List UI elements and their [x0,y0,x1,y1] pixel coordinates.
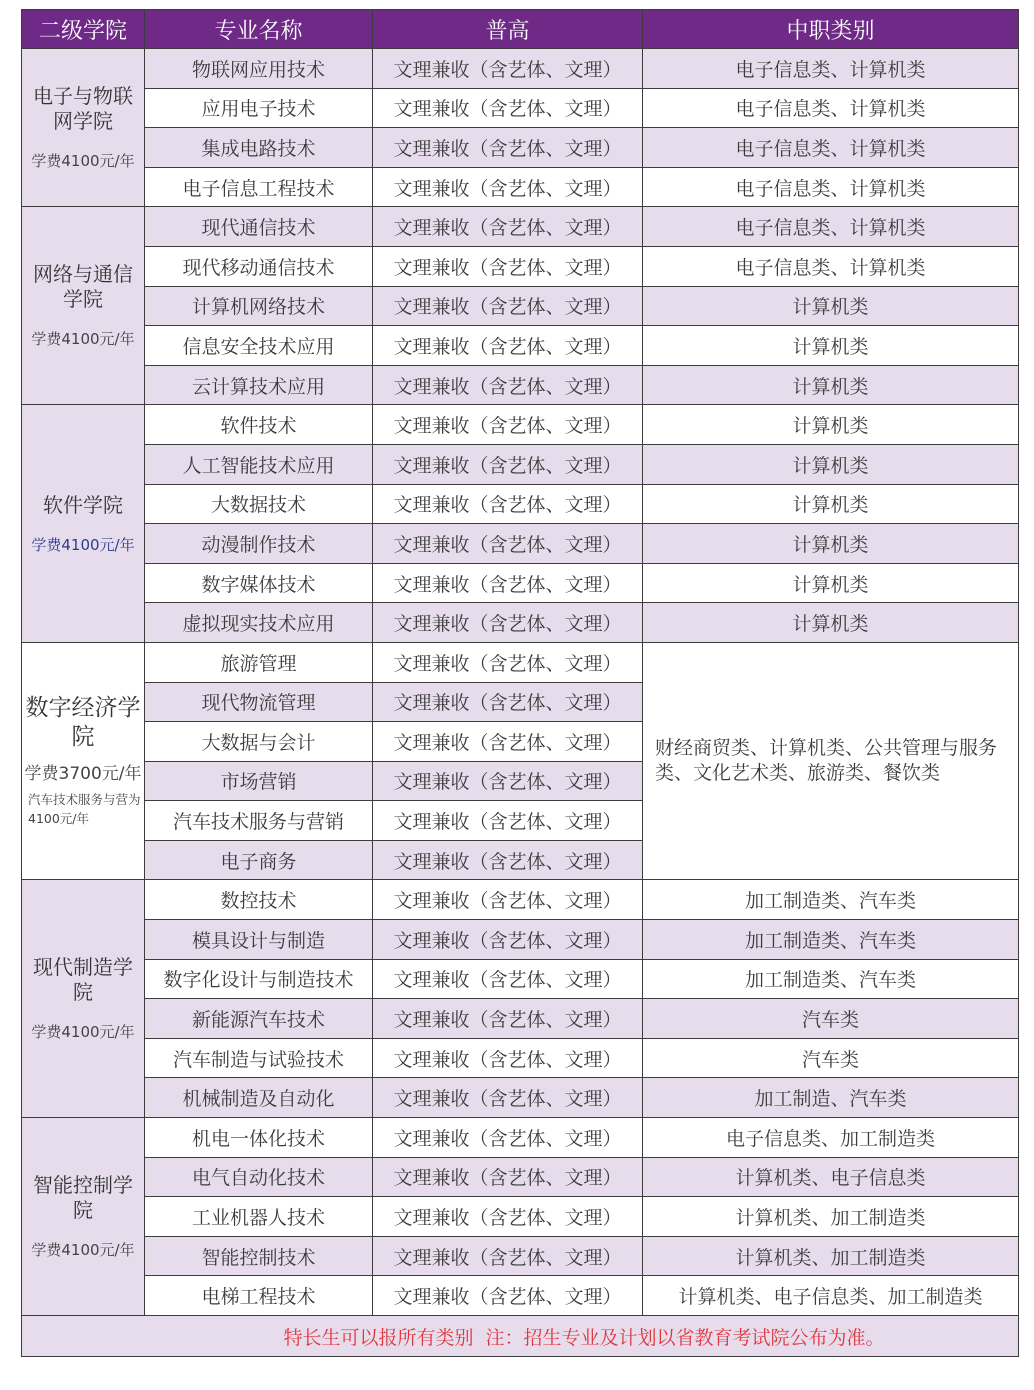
college-name: 现代制造学院 [33,955,133,1005]
table-row [22,603,1019,643]
vocational-category: 电子信息类、加工制造类 [643,1118,1019,1158]
major-name: 机械制造及自动化 [145,1078,373,1118]
header-general: 普高 [373,10,643,49]
major-name: 软件技术 [145,405,373,445]
table-row [22,365,1019,405]
college-fee: 学费4100元/年 [31,330,135,349]
table-row [22,1078,1019,1118]
college-fee-note: 汽车技术服务与营为4100元/年 [28,791,141,826]
major-name: 动漫制作技术 [145,524,373,564]
footer-disclaimer: 注：招生专业及计划以省教育考试院公布为准。 [485,1326,885,1349]
table-row [22,405,1019,445]
major-name: 云计算技术应用 [145,365,373,405]
vocational-category: 电子信息类、计算机类 [643,128,1019,168]
college-cell [22,880,145,1118]
major-name: 现代物流管理 [145,682,373,722]
table-row [22,444,1019,484]
college-fee: 学费4100元/年 [31,1023,135,1042]
general-admission: 文理兼收（含艺体、文理） [373,920,643,960]
college-name: 智能控制学院 [33,1173,133,1223]
table-row [22,1118,1019,1158]
general-admission: 文理兼收（含艺体、文理） [373,801,643,841]
table-row [22,49,1019,89]
table-row [22,1157,1019,1197]
general-admission: 文理兼收（含艺体、文理） [373,524,643,564]
general-admission: 文理兼收（含艺体、文理） [373,444,643,484]
general-admission: 文理兼收（含艺体、文理） [373,484,643,524]
general-admission: 文理兼收（含艺体、文理） [373,49,643,89]
general-admission: 文理兼收（含艺体、文理） [373,1236,643,1276]
general-admission: 文理兼收（含艺体、文理） [373,761,643,801]
table-row [22,1236,1019,1276]
college-fee: 学费4100元/年 [31,1241,135,1260]
vocational-category: 计算机类、加工制造类 [643,1197,1019,1237]
table-row [22,642,1019,682]
major-name: 电气自动化技术 [145,1157,373,1197]
major-name: 大数据与会计 [145,722,373,762]
general-admission: 文理兼收（含艺体、文理） [373,563,643,603]
general-admission: 文理兼收（含艺体、文理） [373,722,643,762]
vocational-category: 计算机类 [643,524,1019,564]
table-row [22,524,1019,564]
footer-row [22,1316,1019,1357]
table-row [22,246,1019,286]
table-row [22,920,1019,960]
major-name: 汽车制造与试验技术 [145,1038,373,1078]
major-name: 集成电路技术 [145,128,373,168]
vocational-category: 计算机类 [643,365,1019,405]
header-major: 专业名称 [145,10,373,49]
major-name: 新能源汽车技术 [145,999,373,1039]
general-admission: 文理兼收（含艺体、文理） [373,1118,643,1158]
general-admission: 文理兼收（含艺体、文理） [373,880,643,920]
table-row [22,286,1019,326]
footer-note [22,1316,1019,1357]
college-cell [22,642,145,880]
general-admission: 文理兼收（含艺体、文理） [373,365,643,405]
majors-table [21,9,1019,1357]
college-fee: 学费4100元/年 [31,152,135,171]
header-row [22,10,1019,49]
table-row [22,880,1019,920]
general-admission: 文理兼收（含艺体、文理） [373,167,643,207]
vocational-category: 计算机类 [643,563,1019,603]
vocational-category: 电子信息类、计算机类 [643,88,1019,128]
general-admission: 文理兼收（含艺体、文理） [373,1078,643,1118]
table-body [22,49,1019,1316]
table-row [22,959,1019,999]
vocational-category: 电子信息类、计算机类 [643,207,1019,247]
college-name: 软件学院 [43,492,123,517]
college-name: 网络与通信学院 [33,262,133,312]
table-row [22,207,1019,247]
table-row [22,167,1019,207]
vocational-category: 计算机类 [643,326,1019,366]
general-admission: 文理兼收（含艺体、文理） [373,959,643,999]
major-name: 数字媒体技术 [145,563,373,603]
vocational-category: 汽车类 [643,999,1019,1039]
major-name: 机电一体化技术 [145,1118,373,1158]
general-admission: 文理兼收（含艺体、文理） [373,326,643,366]
major-name: 物联网应用技术 [145,49,373,89]
header-vocational: 中职类别 [643,10,1019,49]
college-cell [22,405,145,643]
vocational-category: 加工制造类、汽车类 [643,959,1019,999]
general-admission: 文理兼收（含艺体、文理） [373,128,643,168]
college-cell [22,207,145,405]
college-name: 电子与物联网学院 [33,84,133,134]
header-college: 二级学院 [22,10,145,49]
general-admission: 文理兼收（含艺体、文理） [373,682,643,722]
major-name: 电梯工程技术 [145,1276,373,1316]
vocational-category: 汽车类 [643,1038,1019,1078]
table-row [22,999,1019,1039]
vocational-category: 计算机类 [643,484,1019,524]
vocational-category: 计算机类 [643,405,1019,445]
general-admission: 文理兼收（含艺体、文理） [373,286,643,326]
vocational-category: 计算机类 [643,286,1019,326]
major-name: 信息安全技术应用 [145,326,373,366]
vocational-category: 财经商贸类、计算机类、公共管理与服务类、文化艺术类、旅游类、餐饮类 [643,642,1019,880]
vocational-category: 加工制造类、汽车类 [643,880,1019,920]
general-admission: 文理兼收（含艺体、文理） [373,88,643,128]
major-name: 大数据技术 [145,484,373,524]
vocational-category: 计算机类 [643,603,1019,643]
college-cell [22,1118,145,1316]
vocational-category: 加工制造、汽车类 [643,1078,1019,1118]
general-admission: 文理兼收（含艺体、文理） [373,405,643,445]
vocational-category: 计算机类、加工制造类 [643,1236,1019,1276]
major-name: 计算机网络技术 [145,286,373,326]
vocational-category: 电子信息类、计算机类 [643,246,1019,286]
major-name: 电子信息工程技术 [145,167,373,207]
footer-special: 特长生可以报所有类别 [283,1326,474,1349]
major-name: 应用电子技术 [145,88,373,128]
general-admission: 文理兼收（含艺体、文理） [373,1038,643,1078]
major-name: 数字化设计与制造技术 [145,959,373,999]
major-name: 汽车技术服务与营销 [145,801,373,841]
general-admission: 文理兼收（含艺体、文理） [373,1197,643,1237]
table-row [22,484,1019,524]
major-name: 电子商务 [145,840,373,880]
general-admission: 文理兼收（含艺体、文理） [373,999,643,1039]
table-row [22,88,1019,128]
vocational-category: 电子信息类、计算机类 [643,167,1019,207]
major-name: 现代通信技术 [145,207,373,247]
major-name: 数控技术 [145,880,373,920]
general-admission: 文理兼收（含艺体、文理） [373,1157,643,1197]
major-name: 市场营销 [145,761,373,801]
major-name: 工业机器人技术 [145,1197,373,1237]
college-fee: 学费4100元/年 [31,535,135,554]
general-admission: 文理兼收（含艺体、文理） [373,603,643,643]
major-name: 现代移动通信技术 [145,246,373,286]
major-name: 模具设计与制造 [145,920,373,960]
general-admission: 文理兼收（含艺体、文理） [373,642,643,682]
table-row [22,1276,1019,1316]
vocational-category: 计算机类、电子信息类 [643,1157,1019,1197]
college-fee: 学费3700元/年 [24,763,142,784]
vocational-category: 加工制造类、汽车类 [643,920,1019,960]
table-row [22,1038,1019,1078]
major-name: 人工智能技术应用 [145,444,373,484]
table-row [22,128,1019,168]
table-row [22,326,1019,366]
college-cell [22,49,145,207]
table-row [22,1197,1019,1237]
general-admission: 文理兼收（含艺体、文理） [373,246,643,286]
major-name: 智能控制技术 [145,1236,373,1276]
general-admission: 文理兼收（含艺体、文理） [373,1276,643,1316]
general-admission: 文理兼收（含艺体、文理） [373,207,643,247]
table-row [22,563,1019,603]
vocational-category: 电子信息类、计算机类 [643,49,1019,89]
general-admission: 文理兼收（含艺体、文理） [373,840,643,880]
major-name: 旅游管理 [145,642,373,682]
major-name: 虚拟现实技术应用 [145,603,373,643]
college-name: 数字经济学院 [25,695,141,750]
vocational-category: 计算机类、电子信息类、加工制造类 [643,1276,1019,1316]
vocational-category: 计算机类 [643,444,1019,484]
